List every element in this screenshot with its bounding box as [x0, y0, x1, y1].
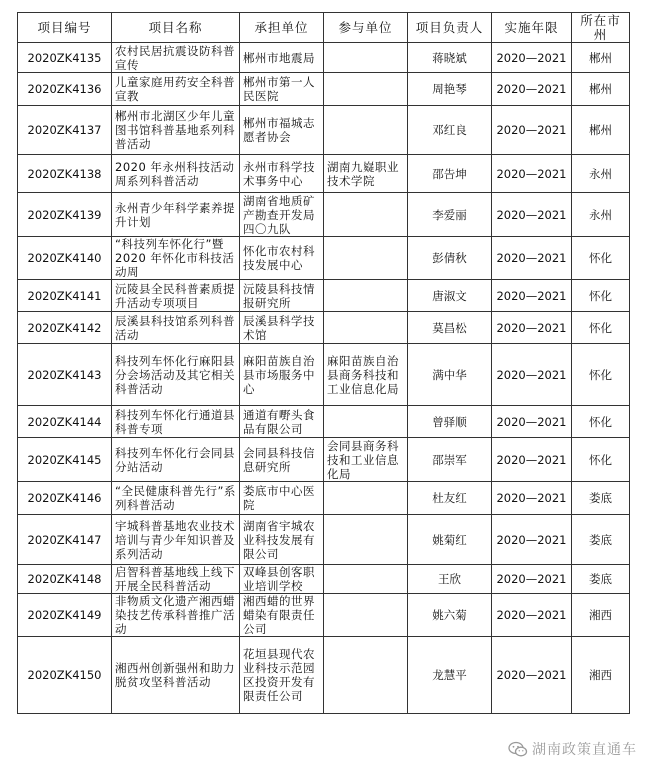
table-header-row [18, 13, 630, 43]
header-lead-org: 承担单位 [240, 13, 324, 43]
cell-lead-org: 辰溪县科学技术馆 [240, 312, 324, 344]
cell-leader: 李爱丽 [408, 193, 492, 237]
cell-leader: 唐淑文 [408, 280, 492, 312]
cell-city: 怀化 [572, 312, 630, 344]
cell-years: 2020—2021 [492, 237, 572, 280]
cell-city: 永州 [572, 193, 630, 237]
table-row [18, 565, 630, 594]
cell-leader: 龙慧平 [408, 637, 492, 714]
cell-leader: 彭倩秋 [408, 237, 492, 280]
cell-project-name: 科技列车怀化行麻阳县分会场活动及其它相关科普活动 [112, 344, 240, 406]
cell-project-id: 2020ZK4137 [18, 106, 112, 155]
table-row [18, 406, 630, 438]
cell-lead-org: 湘西蜡的世界蜡染有限责任公司 [240, 594, 324, 637]
cell-project-name: 辰溪县科技馆系列科普活动 [112, 312, 240, 344]
table-row [18, 344, 630, 406]
cell-partner-org [324, 73, 408, 106]
cell-years: 2020—2021 [492, 637, 572, 714]
cell-partner-org [324, 406, 408, 438]
cell-city: 娄底 [572, 565, 630, 594]
cell-partner-org [324, 482, 408, 515]
cell-partner-org [324, 312, 408, 344]
cell-project-id: 2020ZK4147 [18, 515, 112, 565]
cell-partner-org [324, 193, 408, 237]
watermark-text: 湖南政策直通车 [532, 742, 637, 758]
cell-project-id: 2020ZK4145 [18, 438, 112, 482]
cell-city: 怀化 [572, 344, 630, 406]
cell-city: 怀化 [572, 237, 630, 280]
cell-lead-org: 麻阳苗族自治县市场服务中心 [240, 344, 324, 406]
cell-lead-org: 湖南省宇城农业科技发展有限公司 [240, 515, 324, 565]
cell-years: 2020—2021 [492, 565, 572, 594]
table-row [18, 106, 630, 155]
table-row [18, 594, 630, 637]
cell-project-name: 湘西州创新强州和助力脱贫攻坚科普活动 [112, 637, 240, 714]
cell-leader: 蒋晓斌 [408, 43, 492, 73]
cell-partner-org [324, 280, 408, 312]
cell-city: 永州 [572, 155, 630, 193]
header-project-id: 项目编号 [18, 13, 112, 43]
header-years: 实施年限 [492, 13, 572, 43]
cell-project-id: 2020ZK4144 [18, 406, 112, 438]
cell-project-id: 2020ZK4138 [18, 155, 112, 193]
table-row [18, 73, 630, 106]
cell-project-name: 儿童家庭用药安全科普宣教 [112, 73, 240, 106]
cell-lead-org: 怀化市农村科技发展中心 [240, 237, 324, 280]
cell-lead-org: 娄底市中心医院 [240, 482, 324, 515]
cell-project-id: 2020ZK4150 [18, 637, 112, 714]
cell-city: 湘西 [572, 637, 630, 714]
table-row [18, 515, 630, 565]
cell-years: 2020—2021 [492, 280, 572, 312]
cell-years: 2020—2021 [492, 482, 572, 515]
cell-years: 2020—2021 [492, 406, 572, 438]
cell-lead-org: 郴州市福城志愿者协会 [240, 106, 324, 155]
cell-city: 郴州 [572, 106, 630, 155]
header-partner-org: 参与单位 [324, 13, 408, 43]
cell-partner-org [324, 515, 408, 565]
cell-lead-org: 花垣县现代农业科技示范园区投资开发有限责任公司 [240, 637, 324, 714]
cell-leader: 满中华 [408, 344, 492, 406]
cell-project-name: “全民健康科普先行”系列科普活动 [112, 482, 240, 515]
project-table [17, 12, 630, 714]
cell-lead-org: 会同县科技信息研究所 [240, 438, 324, 482]
cell-partner-org [324, 637, 408, 714]
cell-partner-org: 会同县商务科技和工业信息化局 [324, 438, 408, 482]
cell-leader: 莫昌松 [408, 312, 492, 344]
cell-project-id: 2020ZK4148 [18, 565, 112, 594]
cell-project-name: “科技列车怀化行”暨 2020 年怀化市科技活动周 [112, 237, 240, 280]
cell-leader: 姚六菊 [408, 594, 492, 637]
cell-project-name: 永州青少年科学素养提升计划 [112, 193, 240, 237]
cell-years: 2020—2021 [492, 193, 572, 237]
cell-partner-org [324, 43, 408, 73]
cell-project-id: 2020ZK4141 [18, 280, 112, 312]
table-row [18, 43, 630, 73]
cell-project-id: 2020ZK4146 [18, 482, 112, 515]
cell-project-id: 2020ZK4139 [18, 193, 112, 237]
cell-project-name: 农村民居抗震设防科普宣传 [112, 43, 240, 73]
cell-city: 娄底 [572, 482, 630, 515]
cell-partner-org [324, 237, 408, 280]
cell-leader: 曾驿顺 [408, 406, 492, 438]
cell-leader: 邓红良 [408, 106, 492, 155]
table-body [18, 43, 630, 714]
cell-leader: 杜友红 [408, 482, 492, 515]
cell-partner-org [324, 106, 408, 155]
cell-lead-org: 沅陵县科技情报研究所 [240, 280, 324, 312]
cell-city: 郴州 [572, 43, 630, 73]
cell-lead-org: 通道有嘢头食品有限公司 [240, 406, 324, 438]
cell-lead-org: 郴州市第一人民医院 [240, 73, 324, 106]
header-project-name: 项目名称 [112, 13, 240, 43]
cell-lead-org: 双峰县创客职业培训学校 [240, 565, 324, 594]
cell-project-name: 宇城科普基地农业技术培训与青少年知识普及系列活动 [112, 515, 240, 565]
cell-leader: 王欣 [408, 565, 492, 594]
cell-project-id: 2020ZK4143 [18, 344, 112, 406]
cell-city: 娄底 [572, 515, 630, 565]
cell-project-id: 2020ZK4140 [18, 237, 112, 280]
cell-city: 怀化 [572, 406, 630, 438]
cell-partner-org: 麻阳苗族自治县商务科技和工业信息化局 [324, 344, 408, 406]
table-row [18, 637, 630, 714]
cell-partner-org: 湖南九嶷职业技术学院 [324, 155, 408, 193]
cell-years: 2020—2021 [492, 43, 572, 73]
cell-city: 湘西 [572, 594, 630, 637]
cell-lead-org: 永州市科学技术事务中心 [240, 155, 324, 193]
cell-project-name: 科技列车怀化行会同县分站活动 [112, 438, 240, 482]
cell-project-name: 科技列车怀化行通道县科普专项 [112, 406, 240, 438]
cell-lead-org: 湖南省地质矿产勘查开发局四〇九队 [240, 193, 324, 237]
table-row [18, 193, 630, 237]
cell-project-name: 2020 年永州科技活动周系列科普活动 [112, 155, 240, 193]
table-row [18, 155, 630, 193]
cell-project-id: 2020ZK4149 [18, 594, 112, 637]
cell-years: 2020—2021 [492, 73, 572, 106]
table-row [18, 280, 630, 312]
cell-partner-org [324, 565, 408, 594]
cell-years: 2020—2021 [492, 312, 572, 344]
cell-city: 怀化 [572, 280, 630, 312]
cell-project-id: 2020ZK4135 [18, 43, 112, 73]
cell-city: 怀化 [572, 438, 630, 482]
table-row [18, 312, 630, 344]
cell-city: 郴州 [572, 73, 630, 106]
watermark [508, 739, 637, 759]
cell-leader: 邵告坤 [408, 155, 492, 193]
cell-project-name: 沅陵县全民科普素质提升活动专项项目 [112, 280, 240, 312]
cell-project-name: 郴州市北湖区少年儿童图书馆科普基地系列科普活动 [112, 106, 240, 155]
cell-project-id: 2020ZK4142 [18, 312, 112, 344]
cell-partner-org [324, 594, 408, 637]
table-row [18, 438, 630, 482]
cell-years: 2020—2021 [492, 594, 572, 637]
cell-years: 2020—2021 [492, 515, 572, 565]
cell-years: 2020—2021 [492, 106, 572, 155]
cell-years: 2020—2021 [492, 344, 572, 406]
cell-years: 2020—2021 [492, 438, 572, 482]
wechat-icon [508, 741, 528, 758]
cell-project-name: 非物质文化遗产湘西蜡染技艺传承科普推广活动 [112, 594, 240, 637]
header-city: 所在市州 [572, 13, 630, 43]
table-row [18, 237, 630, 280]
cell-leader: 周艳琴 [408, 73, 492, 106]
cell-project-name: 启智科普基地线上线下开展全民科普活动 [112, 565, 240, 594]
cell-lead-org: 郴州市地震局 [240, 43, 324, 73]
header-leader: 项目负责人 [408, 13, 492, 43]
cell-years: 2020—2021 [492, 155, 572, 193]
cell-project-id: 2020ZK4136 [18, 73, 112, 106]
cell-leader: 邵崇军 [408, 438, 492, 482]
table-row [18, 482, 630, 515]
cell-leader: 姚菊红 [408, 515, 492, 565]
